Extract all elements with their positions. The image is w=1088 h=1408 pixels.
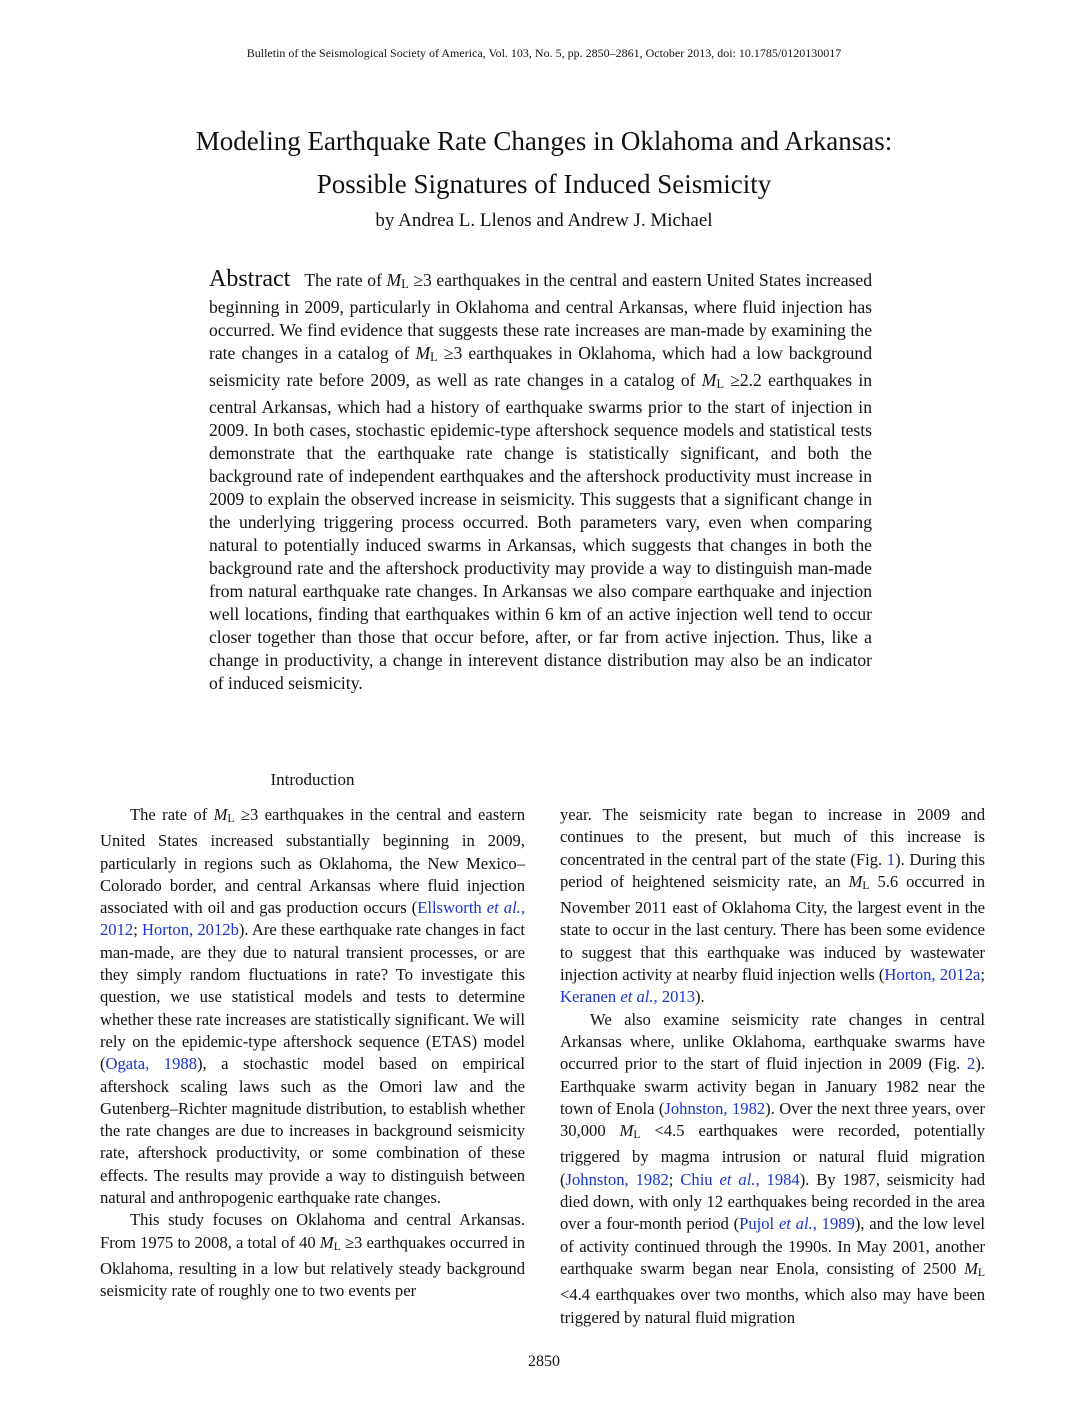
magnitude-symbol: ML — [386, 270, 409, 291]
citation-link[interactable]: Ogata, 1988 — [105, 1054, 197, 1074]
right-column — [560, 804, 985, 1329]
section-heading-introduction: Introduction — [270, 770, 355, 789]
page-number: 2850 — [528, 1353, 560, 1370]
paragraph: The rate of ML ≥3 earthquakes in the central and eastern United States increased substantially beginning in 2009, particularly in regions such as Oklahoma, the New Mexico–Colorado border, and central Arkansas where fluid injection associated with oil and gas production occurs (Ellsworth et al., 2012; Horton, 2012b). Are these earthquake rate changes in fact man-made, are they due to natural transient processes, or are they simply random fluctuations in rate? To investigate this question, we use statistical models and tests to determine whether these rate increases are statistically significant. We will rely on the epidemic-type aftershock sequence (ETAS) model (Ogata, 1988), a stochastic model based on empirical aftershock scaling laws such as the Omori law and the Gutenberg–Richter magnitude distribution, to establish whether the rate changes are due to increases in background seismicity rate, aftershock productivity, or some combination of these effects. The results may provide a way to distinguish between natural and anthropogenic earthquake rate changes. — [100, 805, 526, 1208]
citation-link[interactable]: Horton, 2012a — [884, 965, 981, 985]
citation-link[interactable]: Johnston, 1982 — [664, 1098, 766, 1118]
citation-link[interactable]: Horton, 2012b — [142, 920, 239, 940]
magnitude-symbol: ML — [701, 370, 724, 391]
citation-link[interactable]: Ellsworth et al., 2012 — [100, 898, 525, 940]
citation-link[interactable]: Chiu et al., 1984 — [680, 1169, 800, 1189]
magnitude-symbol: ML — [319, 1232, 341, 1253]
magnitude-symbol: ML — [619, 1121, 641, 1142]
figure-link[interactable]: 2 — [967, 1054, 976, 1074]
paper-title — [90, 120, 998, 206]
magnitude-symbol: ML — [415, 343, 438, 364]
paragraph: This study focuses on Oklahoma and central Arkansas. From 1975 to 2008, a total of 40 ML ≥3 earthquakes occurred in Oklahoma, resulting in a low but relatively steady background seismicity rate of roughly one to two events per — [100, 1210, 525, 1301]
abstract: Abstract The rate of ML ≥3 earthquakes in the central and eastern United States increased beginning in 2009, particularly in Oklahoma and central Arkansas, where fluid injection has occurred. We find evidence that suggests these rate increases are man-made by examining the rate changes in a catalog of ML ≥3 earthquakes in Oklahoma, which had a low background seismicity rate before 2009, as well as rate changes in a catalog of ML ≥2.2 earthquakes in central Arkansas, which had a history of earthquake swarms prior to the start of injection in 2009. In both cases, stochastic epidemic-type aftershock sequence models and statistical tests demonstrate that the earthquake rate change is statistically significant, and both the background rate of independent earthquakes and the aftershock productivity must increase in 2009 to explain the observed increase in seismicity. This suggests that a significant change in the underlying triggering process occurred. Both parameters vary, even when comparing natural to potentially induced swarms in Arkansas, which suggests that changes in both the background rate and the aftershock productivity may provide a way to distinguish man-made from natural earthquake rate changes. In Arkansas we also compare earthquake and injection well locations, finding that earthquakes within 6 km of an active injection well tend to occur closer together than those that occur before, after, or far from active injection. Thus, like a change in productivity, a change in interevent distance distribution may also be an indicator of induced seismicity. — [209, 266, 873, 693]
citation-link[interactable]: Keranen et al., 2013 — [560, 987, 696, 1007]
title-line-2: Possible Signatures of Induced Seismicity — [316, 169, 772, 199]
citation-link[interactable]: Pujol et al., 1989 — [739, 1214, 855, 1234]
authors: by Andrea L. Llenos and Andrew J. Michael — [375, 210, 713, 231]
citation-link[interactable]: Johnston, 1982 — [565, 1169, 669, 1189]
magnitude-symbol: ML — [964, 1258, 985, 1279]
magnitude-symbol: ML — [848, 871, 870, 892]
figure-link[interactable]: 1 — [886, 849, 896, 869]
abstract-label: Abstract — [209, 266, 291, 292]
paragraph: year. The seismicity rate began to increase in 2009 and continues to the present, but much of this increase is concentrated in the central part of the state (Fig. 1). During this period of heightened seismicity rate, an ML 5.6 occurred in November 2011 east of Oklahoma City, the largest event in the state to occur in the last century. There has been some evidence to suggest that this earthquake was induced by wastewater injection activity at nearby fluid injection wells (Horton, 2012a; Keranen et al., 2013). — [560, 805, 986, 1007]
left-column — [100, 804, 525, 1303]
journal-header: Bulletin of the Seismological Society of America, Vol. 103, No. 5, pp. 2850–2861, October 2013, doi: 10.1785/0120130017 — [246, 46, 842, 60]
magnitude-symbol: ML — [213, 805, 235, 825]
title-line-1: Modeling Earthquake Rate Changes in Oklahoma and Arkansas: — [195, 126, 893, 156]
paragraph: We also examine seismicity rate changes in central Arkansas where, unlike Oklahoma, earthquake swarms have occurred prior to the start of fluid injection in 2009 (Fig. 2). Earthquake swarm activity began in January 1982 near the town of Enola (Johnston, 1982). Over the next three years, over 30,000 ML <4.5 earthquakes were recorded, potentially triggered by magma intrusion or natural fluid migration (Johnston, 1982; Chiu et al., 1984). By 1987, seismicity had died down, with only 12 earthquakes being recorded in the area over a four-month period (Pujol et al., 1989), and the low level of activity continued through the 1990s. In May 2001, another earthquake swarm began near Enola, consisting of 2500 ML <4.4 earthquakes over two months, which also may have been triggered by natural fluid migration — [560, 1009, 986, 1327]
